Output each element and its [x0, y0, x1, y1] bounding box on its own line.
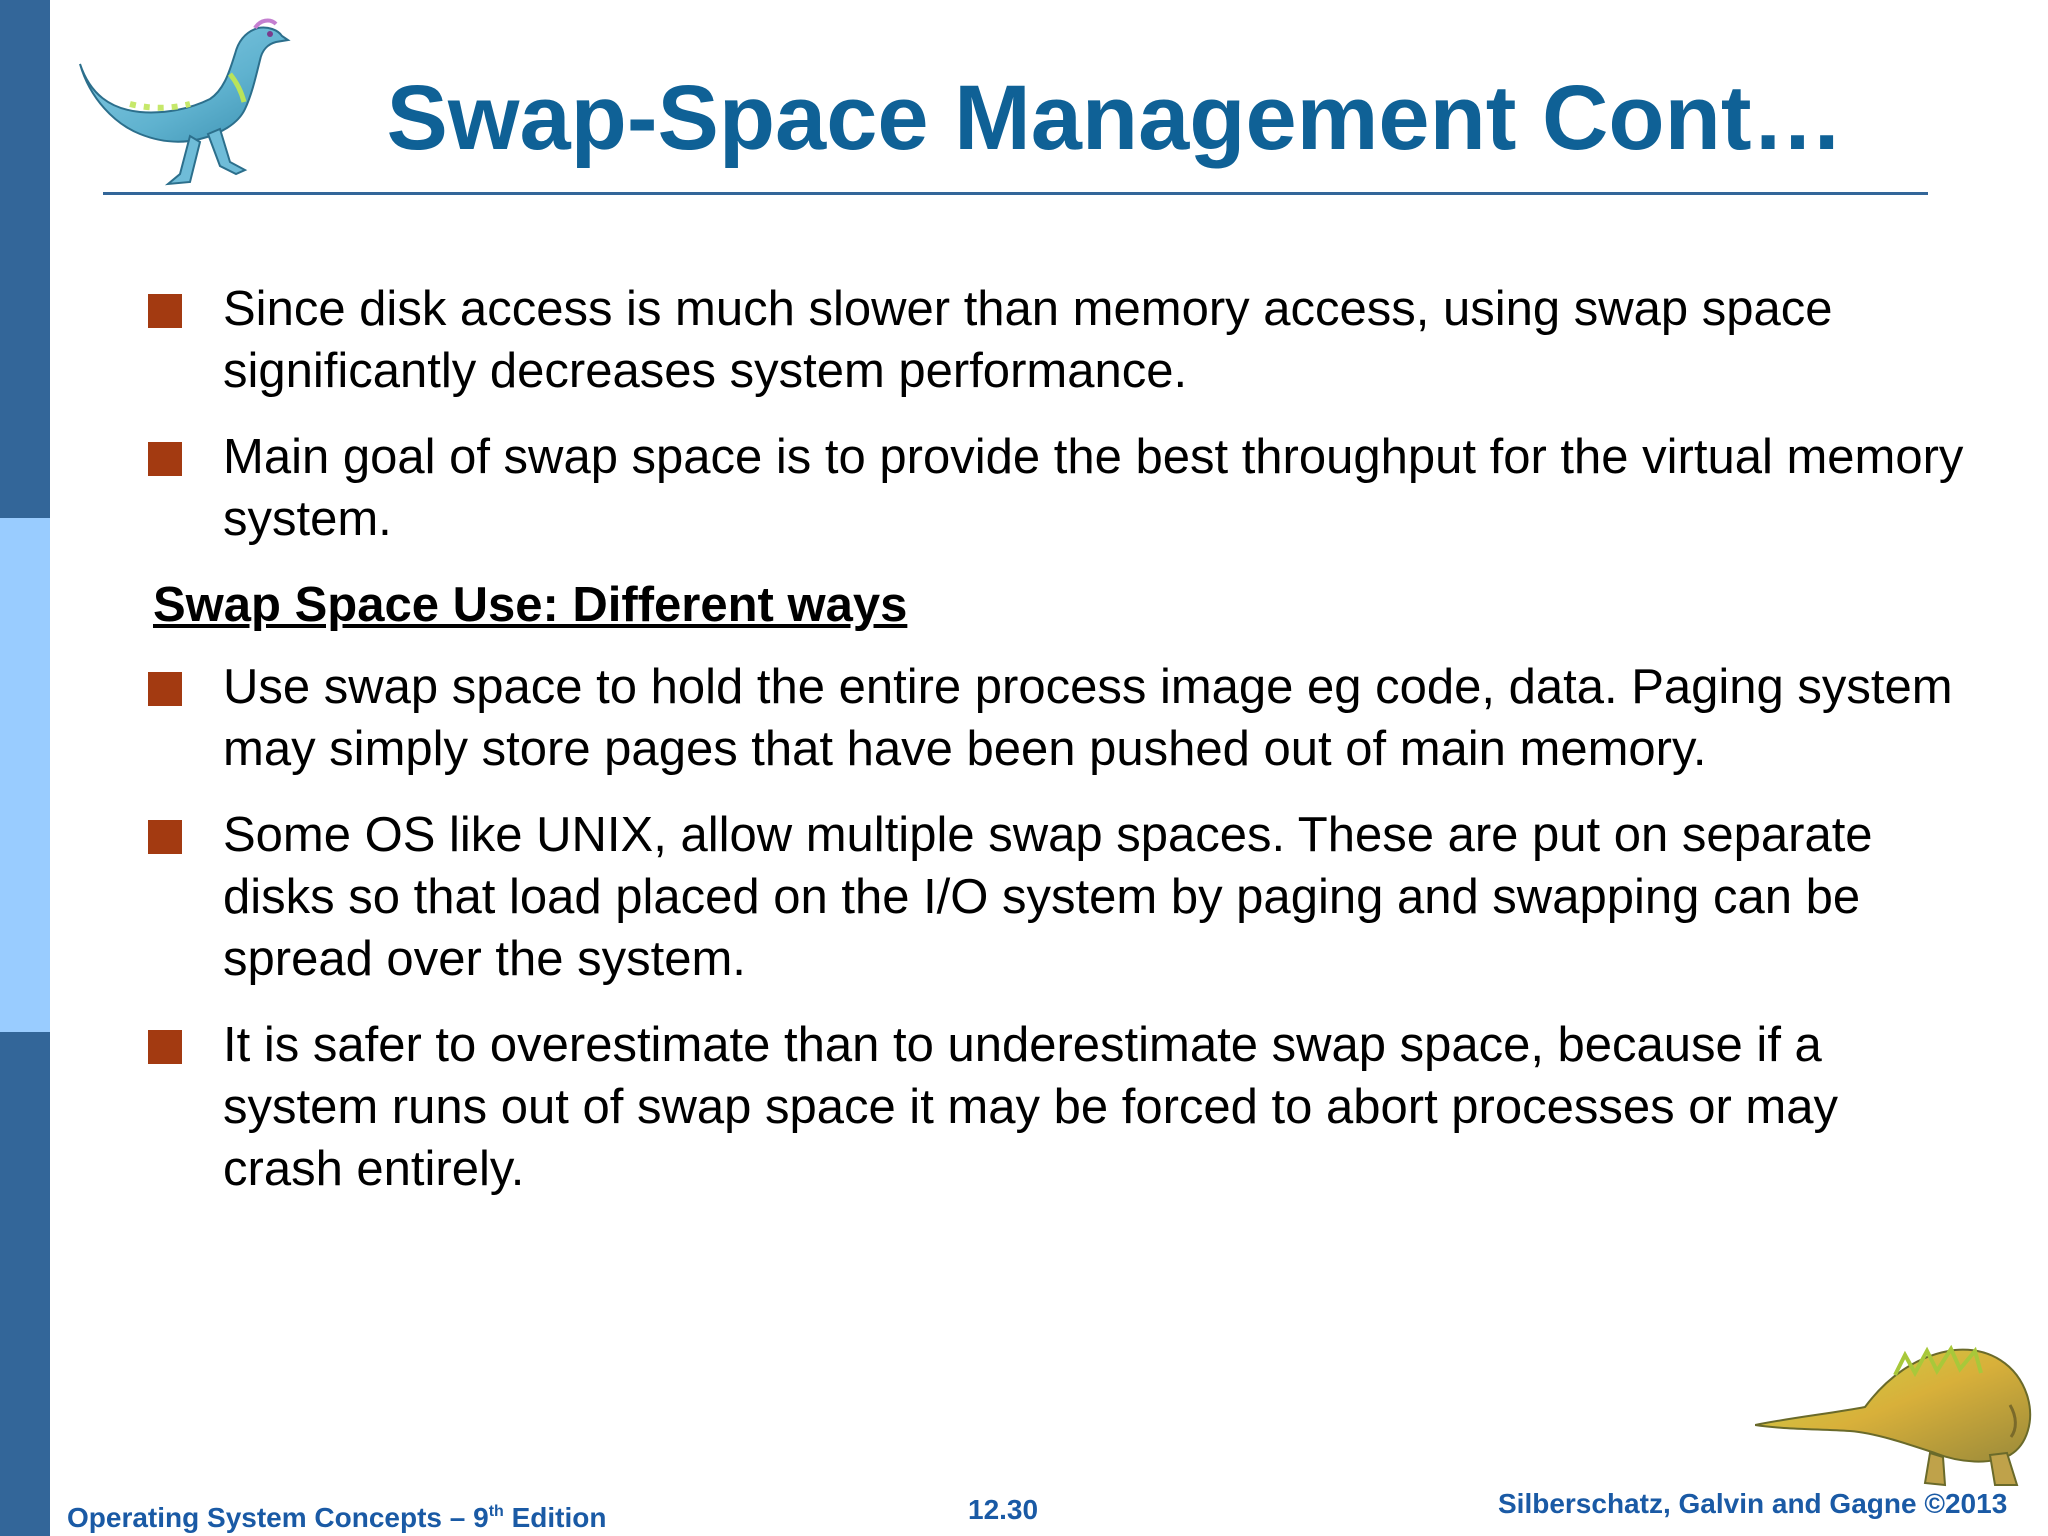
dinosaur-crawling-icon [1755, 1325, 2040, 1490]
square-bullet-icon [148, 820, 182, 854]
footer-edition-superscript: th [488, 1503, 504, 1520]
square-bullet-icon [148, 294, 182, 328]
footer-book-text: Operating System Concepts – 9 [67, 1502, 489, 1533]
footer-page-number: 12.30 [968, 1494, 1039, 1525]
slide-title: Swap-Space Management Cont… [386, 67, 1844, 169]
dinosaur-standing-icon [70, 14, 320, 194]
square-bullet-icon [148, 672, 182, 706]
footer-book-title [67, 1494, 606, 1536]
bullet-item [148, 278, 1968, 402]
sidebar-band-middle [0, 518, 50, 1032]
footer-edition-word: Edition [503, 1502, 607, 1533]
bullet-item [148, 656, 1968, 780]
bullet-text: Since disk access is much slower than memory access, using swap space significantly decreases system performance. [223, 282, 1833, 398]
title-divider [103, 192, 1928, 195]
bullet-text: It is safer to overestimate than to underestimate swap space, because if a system runs out of swap space it may be forced to abort processes or may crash entirely. [223, 1018, 1838, 1196]
bullet-text: Use swap space to hold the entire process image eg code, data. Paging system may simply store pages that have been pushed out of main memory. [223, 660, 1953, 776]
bullet-text: Some OS like UNIX, allow multiple swap spaces. These are put on separate disks so that load placed on the I/O system by paging and swapping can be spread over the system. [223, 808, 1873, 986]
bullet-text: Main goal of swap space is to provide the best throughput for the virtual memory system. [223, 430, 1964, 546]
slide-content [148, 278, 1968, 1224]
section-subheading: Swap Space Use: Different ways [153, 578, 908, 632]
sidebar-band-top [0, 0, 50, 518]
sidebar-band-bottom [0, 1032, 50, 1536]
square-bullet-icon [148, 1030, 182, 1064]
bullet-item [148, 1014, 1968, 1200]
square-bullet-icon [148, 442, 182, 476]
footer-copyright: Silberschatz, Galvin and Gagne ©2013 [1498, 1488, 2008, 1519]
bullet-item [148, 804, 1968, 990]
bullet-item [148, 426, 1968, 550]
